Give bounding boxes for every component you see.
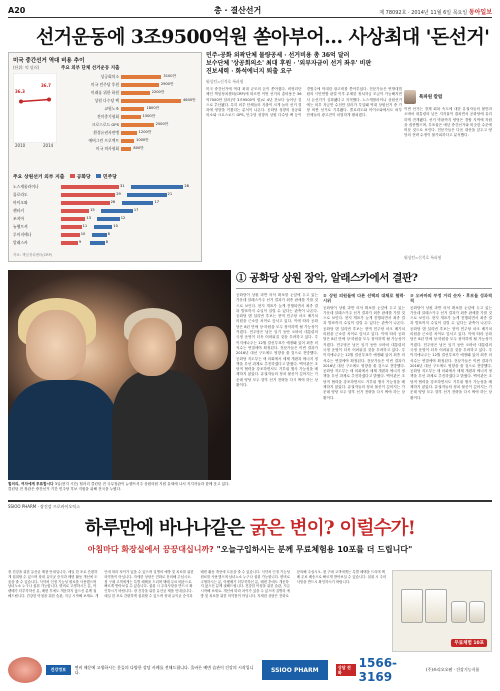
product-image [392, 570, 492, 652]
masthead [8, 4, 492, 18]
person-background-face [194, 326, 228, 370]
bar-label: 상공회의소 [100, 74, 119, 79]
subhead-3: 진보세력 · 화석에너지 퇴출 요구 [206, 68, 292, 75]
reporter-avatar [404, 90, 416, 104]
health-badge: 건강정보 [46, 665, 71, 675]
article-2-text-cont2: 공화당이 상원 과반 의석 확보를 눈앞에 두고 있는 가운데 알래스카주 선거 결과가 최종 판세를 가를 것으로 보인다. 현지 개표가 늦게 진행되면서 최종 결과 발표까지 수일이 걸릴 수 있다는 관측이 나온다. 공화당 댄 설리번 후보는 현역 민주당 마크 베기치 의원을 근소한 차이로 앞서고 있다. 이에 따라 공화당은 8년 만에 상·하원을 모두 장악하게 될 가능성이 커졌다. 민주당은 남은 임기 동안 오바마 대통령의 국정 운영이 더욱 어려워질 것을 우려하고 있다. 루이지애나주는 12월 결선투표가 예정돼 있어 최종 의석수는 연말에야 확정된다. 전문가들은 이번 결과가 2016년 대선 구도에도 영향을 줄 것으로 전망했다. 공화당 지도부는 새 의회에서 세제 개편과 에너지 정책을 우선 과제로 추진하겠다고 밝혔다. 백악관은 초당적 협력을 강조하면서도 거부권 행사 가능성을 배제하지 않았다. 유권자들의 정치 불신이 깊어지는 가운데 양당 모두 향후 선거 전략을 다시 짜야 하는 상황이다. [410, 305, 492, 400]
bar2-row [13, 239, 199, 247]
bar-row [61, 73, 201, 81]
legend-rep: 공화당 [76, 175, 91, 180]
ad-footer [8, 654, 492, 686]
page-number: A20 [8, 6, 26, 15]
ad-headline: 하루만에 바나나같은 굵은 변이? 이럴수가! [84, 518, 416, 539]
bar-value: 3100만 [163, 74, 177, 78]
bar2 [101, 209, 133, 213]
ad-body [8, 570, 492, 652]
line-point [19, 100, 23, 104]
bar-value: 800만 [133, 146, 144, 150]
bar-value: 1000만 [136, 138, 149, 142]
bar2-row [13, 183, 199, 191]
bar2 [127, 193, 166, 197]
bar2-value: 10 [80, 232, 86, 236]
advertisement [8, 500, 492, 685]
bar-row [61, 137, 201, 145]
main-headline: 선거운동에 3조9500억원 쏟아부어… 사상최대 '돈선거' [36, 26, 490, 48]
subhead-2: 보수단체 '상공회의소' 최대 후원 · '외부자금이 선거 좌우' 비판 [206, 60, 372, 67]
bar [121, 123, 154, 127]
company-logo: SSIOO PHARM [262, 660, 328, 680]
bar [121, 91, 150, 95]
caption-text: 3일(현지 시간) 힐러리 클린턴 전 국무장관이 뉴햄프셔주 상원의원 지원 유세에 나서 지지자들과 함께 웃고 있다. 클린턴 전 장관은 중간선거 기간 민주당 후보 지원을 위해 전국을 누볐다. [8, 482, 230, 491]
bar [121, 115, 141, 119]
ad-brandbar: SSIOO PHARM · 장건강 프로바이오틱스 [8, 504, 80, 509]
person-right-body [112, 370, 208, 480]
bar2-label: 노스캐롤라이나 [13, 184, 39, 189]
bar-value: 1200만 [138, 130, 152, 134]
bar [121, 83, 159, 87]
bar-label: 상원 다수당 팩 [94, 98, 119, 103]
bar2 [61, 185, 119, 189]
bar2-row [13, 215, 199, 223]
bar2-label: 켄터키 [13, 208, 25, 213]
bar-label: 미국 의사협회 [95, 146, 119, 151]
bar2-label: 콜로라도 [13, 192, 28, 197]
column-box [404, 90, 492, 268]
issue-meta: 제 78092호 · 2014년 11월 6일 목요일 동아일보 [379, 9, 492, 16]
bar-label: 환경유권자연맹 [93, 130, 119, 135]
bars-title: 주요 외부 단체 선거운동 지출 [61, 66, 120, 71]
company-info: (주)쓰리오오팜 · 건강기능식품 [426, 667, 480, 672]
bar2 [61, 241, 78, 245]
outside-spending-bars [61, 65, 201, 175]
line-chart [13, 65, 57, 153]
ad-subline: 아침마다 화장실에서 끙끙대십니까? "오늘구입하시는 분께 무료체험용 10포를 더 드립니다" [87, 545, 413, 554]
bar2-label: 뉴햄프셔 [13, 224, 28, 229]
bar2-value: 31 [120, 184, 125, 188]
subhead-1: 민주-공화 외곽단체 물량공세 · 선거비용 총 36억 달러 [206, 52, 350, 59]
person-right-face [128, 318, 176, 376]
bar2-value: 11 [82, 224, 88, 228]
bar-label: 교원노조 [104, 106, 119, 111]
line-value-label: 36.7 [41, 83, 51, 88]
bar-row [61, 113, 201, 121]
bar2 [61, 217, 85, 221]
ad-text: 장 건강을 위한 유산균 제품 안내입니다. 매일 한 포로 간편하게 섭취할 수 있으며 장내 유익균 증식과 배변 활동 개선에 도움을 줄 수 있습니다. 식약처 인정 기능성 원료를 사용했으며 남녀노소 누구나 섭취 가능합니다. 변비로 고생하시는 분, 아랫배가 더부룩하신 분, 배변 후에도 개운하지 않으신 분께 권해드립니다. 건강한 아침을 위한 습관, 지금 시작해 보세요. 개인에 따라 차이가 있을 수 있으며 질병의 예방 및 치료를 위한 의약품이 아닙니다. 자세한 상담은 전화로 문의해 주십시오. 첫 구매 고객에게는 특별 혜택을 드리며 택배 무료 배송으로 빠르게 받아보실 수 있습니다. 섭취 시 주의사항을 반드시 확인하시기 바랍니다. 장 건강을 위한 유산균 제품 안내입니다. 매일 한 포로 간편하게 섭취할 수 있으며 장내 유익균 증식과 배변 활동 개선에 도움을 줄 수 있습니다. 식약처 인정 기능성 원료를 사용했으며 남녀노소 누구나 섭취 가능합니다. 변비로 고생하시는 분, 아랫배가 더부룩하신 분, 배변 후에도 개운하지 않으신 분께 권해드립니다. 건강한 아침을 위한 습관, 지금 시작해 보세요. 개인에 따라 차이가 있을 수 있으며 질병의 예방 및 치료를 위한 의약품이 아닙니다. 자세한 상담은 전화로 문의해 주십시오. 첫 구매 고객에게는 특별 혜택을 드리며 택배 무료 배송으로 빠르게 받아보실 수 있습니다. 섭취 시 주의사항을 반드시 확인하시기 바랍니다. [8, 570, 387, 598]
bar2 [90, 241, 105, 245]
bar-value: 2900만 [160, 82, 174, 86]
legend-dem: 민주당 [102, 175, 117, 180]
phone-label: 상담 전화 [336, 664, 356, 676]
infographic [8, 52, 202, 262]
bar-row [61, 97, 201, 105]
bar-value: 1800만 [146, 106, 160, 110]
article-2-text-cont: 공화당이 상원 과반 의석 확보를 눈앞에 두고 있는 가운데 알래스카주 선거 결과가 최종 판세를 가를 것으로 보인다. 현지 개표가 늦게 진행되면서 최종 결과 발표까지 수일이 걸릴 수 있다는 관측이 나온다. 공화당 댄 설리번 후보는 현역 민주당 마크 베기치 의원을 근소한 차이로 앞서고 있다. 이에 따라 공화당은 8년 만에 상·하원을 모두 장악하게 될 가능성이 커졌다. 민주당은 남은 임기 동안 오바마 대통령의 국정 운영이 더욱 어려워질 것을 우려하고 있다. 루이지애나주는 12월 결선투표가 예정돼 있어 최종 의석수는 연말에야 확정된다. 전문가들은 이번 결과가 2016년 대선 구도에도 영향을 줄 것으로 전망했다. 공화당 지도부는 새 의회에서 세제 개편과 에너지 정책을 우선 과제로 추진하겠다고 밝혔다. 백악관은 초당적 협력을 강조하면서도 거부권 행사 가능성을 배제하지 않았다. 유권자들의 정치 불신이 깊어지는 가운데 양당 모두 향후 선거 전략을 다시 짜야 하는 상황이다. [323, 305, 405, 400]
line-x-tick: 2014 [43, 143, 54, 148]
bar-row [61, 81, 201, 89]
bar-label: 미래를 위한 하원 [90, 90, 119, 95]
article-2-subhead-2: ③ 오바마의 부정 거리 숫자 · 후보들 성과적 적 [410, 293, 492, 304]
bar2-label: 루이지애나 [13, 232, 32, 237]
bar2-value: 8 [105, 240, 109, 244]
bar-label: 크로스로드 GPS [91, 122, 119, 127]
bar-row [61, 89, 201, 97]
bar2-value: 29 [116, 192, 121, 196]
bar [121, 75, 161, 79]
bar2 [131, 185, 183, 189]
bar2 [61, 225, 82, 229]
bar2 [94, 225, 113, 229]
product-box [401, 589, 423, 623]
column-body: 이번 선거는 경제 회복 속도에 대한 유권자들의 불만과 오바마 대통령의 낮은 지지율이 겹치면서 공화당에 유리하게 전개됐다. 선거 막판까지 양당은 경합 지역에 자원을 집중했으며, 투표율은 예년 중간선거와 비슷한 수준에 머문 것으로 보인다. 전문가들은 다음 대선을 앞두고 양당의 전략 수정이 불가피하다고 분석했다. [404, 107, 492, 138]
bar-label: 전미총기협회 [96, 114, 119, 119]
bar-value: 2200만 [151, 90, 165, 94]
article-second [236, 270, 492, 505]
reporter-box [404, 90, 492, 104]
line-x-tick: 2010 [15, 143, 26, 148]
bar-value: 1500만 [142, 114, 156, 118]
bar2-value: 8 [107, 232, 110, 236]
photo-caption [8, 482, 231, 492]
bar2-value: 15 [90, 208, 95, 212]
article-2-subhead-1: ② 상원 의원들에 다른 선택의 대체로 협력·시위 [323, 293, 405, 304]
bar2-row [13, 207, 199, 215]
legend-swatch-dem [96, 174, 101, 178]
product-box [425, 589, 447, 623]
article-2-body [236, 293, 492, 505]
bar [121, 99, 181, 103]
phone-block[interactable] [336, 656, 426, 684]
bar2-row [13, 191, 199, 199]
bar2-row [13, 231, 199, 239]
bar2-value: 12 [120, 216, 126, 220]
news-photo [8, 270, 231, 480]
bar2-value: 13 [86, 216, 91, 220]
person-left-body [8, 380, 118, 480]
bar2-value: 17 [154, 200, 160, 204]
line-value-label: 36.3 [15, 89, 25, 94]
phone-number[interactable]: 1566-3169 [358, 656, 398, 684]
bar [121, 131, 137, 135]
article-top [206, 52, 402, 255]
line-point [47, 98, 51, 102]
bar2-label: 알래스카 [13, 240, 28, 245]
article-2-text: 공화당이 상원 과반 의석 확보를 눈앞에 두고 있는 가운데 알래스카주 선거 결과가 최종 판세를 가를 것으로 보인다. 현지 개표가 늦게 진행되면서 최종 결과 발표까지 수일이 걸릴 수 있다는 관측이 나온다. 공화당 댄 설리번 후보는 현역 민주당 마크 베기치 의원을 근소한 차이로 앞서고 있다. 이에 따라 공화당은 8년 만에 상·하원을 모두 장악하게 될 가능성이 커졌다. 민주당은 남은 임기 동안 오바마 대통령의 국정 운영이 더욱 어려워질 것을 우려하고 있다. 루이지애나주는 12월 결선투표가 예정돼 있어 최종 의석수는 연말에야 확정된다. 전문가들은 이번 결과가 2016년 대선 구도에도 영향을 줄 것으로 전망했다. 공화당 지도부는 새 의회에서 세제 개편과 에너지 정책을 우선 과제로 추진하겠다고 밝혔다. 백악관은 초당적 협력을 강조하면서도 거부권 행사 가능성을 배제하지 않았다. 유권자들의 정치 불신이 깊어지는 가운데 양당 모두 향후 선거 전략을 다시 짜야 하는 상황이다. [236, 293, 318, 388]
bar2 [122, 201, 154, 205]
bar-value: 2500만 [155, 122, 169, 126]
bar2 [61, 201, 110, 205]
column-byline: 워싱턴=신석호 특파원 [404, 255, 442, 260]
bar2-value: 17 [133, 208, 139, 212]
column-label: 특파원 칼럼 [419, 95, 443, 100]
article-body: 미국 중간선거에 역대 최대 규모의 돈이 쏟아졌다. 비영리단체인 책임정치센터(CRP)에 따르면 이번 선거의 총비용은 36억7000만 달러(약 3조9500억 원)로 4년 전보다 늘어난 것으로 추산됐다. 특히 외부 단체들의 지출이 크게 늘어 선거 결과에 영향을 끼쳤다는 분석이 나온다. 공화당 성향의 상공회의소와 크로스로드 GPS, 민주당 성향의 상원 다수당 팩 등이 경합주에 막대한 광고비를 쏟아부었다. 전문가들은 연방대법원의 시민연합 판결 이후 무제한 정치자금 모금이 가능해지면서 돈선거가 심화됐다고 지적했다. 노스캐롤라이나 상원선거에는 외부 자금만 수천만 달러가 투입돼 역대 상원선거 중 가장 비싼 선거로 기록됐다. 콜로라도와 아이오와에서도 외부 단체들의 광고전이 치열하게 펼쳐졌다. [206, 87, 402, 118]
bar [121, 107, 144, 111]
footer-text: 변비 때문에 고생하시는 분들의 다양한 상담 사례를 전해드립니다. 올바른 배변 습관이 건강의 시작입니다. [74, 664, 254, 675]
bar-row [61, 145, 201, 153]
senate-spending-bars [13, 183, 199, 247]
product-jar [469, 601, 485, 623]
bar2-row [13, 199, 199, 207]
legend-swatch-rep [70, 174, 75, 178]
gut-illustration [8, 657, 42, 683]
bar2-label: 조지아 [13, 216, 25, 221]
article-byline: 워싱턴=신석호 특파원 [206, 79, 244, 84]
bar [121, 139, 134, 143]
bar2-value: 28 [184, 184, 189, 188]
bar2 [61, 209, 89, 213]
free-trial-tag: 무료체험 10포 [451, 639, 487, 647]
bar [121, 147, 131, 151]
bar2-value: 10 [113, 224, 118, 228]
line-unit: (단위: 억 달러) [13, 65, 40, 70]
bar2-value: 21 [167, 192, 173, 196]
bar2 [92, 233, 107, 237]
bar-value: 4600만 [183, 98, 196, 102]
person-left-face [26, 310, 86, 380]
bar2 [61, 233, 80, 237]
bars2-title: 주요 상원선거 외부 지출 공화당 민주당 [13, 175, 117, 180]
bar-row [61, 121, 201, 129]
bar2-value: 9 [78, 240, 82, 244]
section-title: 총 · 결산선거 [214, 6, 262, 15]
bar2-value: 26 [110, 200, 116, 204]
article-subhead [206, 52, 402, 76]
graphic-title: 미국 중간선거 역대 비용 추이 [13, 58, 85, 64]
bar-label: 에버그린 프로젝트 [88, 138, 119, 143]
bar2 [97, 217, 119, 221]
caption-title: 힐러리, 여자에게 투표합시다 [8, 482, 54, 486]
bar2-row [13, 223, 199, 231]
graphic-source: 자료: 책임정치센터(CRP) [13, 253, 53, 257]
bar-row [61, 129, 201, 137]
product-jar [451, 601, 467, 623]
article-2-headline: ① 공화당 상원 장악, 알래스카에서 결판? [236, 270, 492, 289]
bar-row [61, 105, 201, 113]
bar-label: 미국 민주당 후원 [90, 82, 119, 87]
newspaper-name: 동아일보 [468, 9, 492, 16]
bar2-label: 아이오와 [13, 200, 28, 205]
bar2 [61, 193, 115, 197]
